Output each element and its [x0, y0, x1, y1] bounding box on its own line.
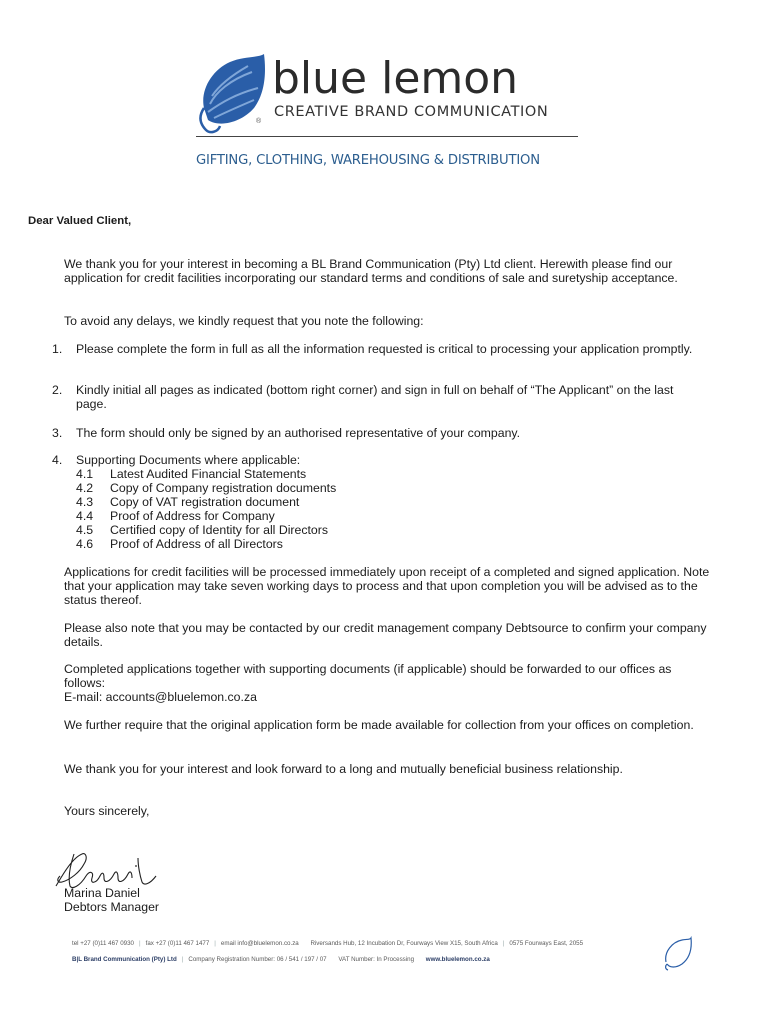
sub-list-item: 4.3 Copy of VAT registration document — [76, 495, 300, 509]
list-item-number: 3. — [52, 426, 63, 440]
thanks-paragraph: We thank you for your interest and look forward to a long and mutually beneficial business relationship. — [64, 762, 623, 776]
list-item-text: The form should only be signed by an authorised representative of your company. — [76, 426, 521, 440]
sub-list-item: 4.5 Certified copy of Identity for all Directors — [76, 523, 329, 537]
list-item-number: 4. — [52, 453, 63, 467]
debtsource-paragraph: Please also note that you may be contacted by our credit management company Debtsource to confirm your company details. — [64, 621, 707, 650]
signer-title: Debtors Manager — [64, 900, 160, 914]
footer-company: B|L Brand Communication (Pty) Ltd — [72, 956, 177, 963]
logo-divider — [196, 136, 578, 137]
request-paragraph: To avoid any delays, we kindly request that you note the following: — [64, 314, 424, 328]
processing-paragraph: Applications for credit facilities will be processed immediately upon receipt of a completed and signed application. Note that your application may take seven working days to process and that upon completion you will be advised as to the status thereof. — [64, 565, 710, 608]
closing: Yours sincerely, — [64, 804, 150, 818]
original-paragraph: We further require that the original application form be made available for collection from your offices on completion. — [64, 718, 694, 732]
footer-vat: VAT Number: In Processing — [338, 956, 415, 963]
footer-tel: tel +27 (0)11 467 0930 — [72, 940, 134, 947]
intro-paragraph: We thank you for your interest in becoming a BL Brand Communication (Pty) Ltd client. Herewith please find our application for credit facilities incorporating our standard terms and conditions of sale and suretyship acceptance. — [64, 257, 678, 286]
footer-registration: Company Registration Number: 06 / 541 / 197 / 07 — [188, 956, 327, 963]
signer-name: Marina Daniel — [64, 886, 140, 900]
list-item-text: Kindly initial all pages as indicated (bottom right corner) and sign in full on behalf of “The Applicant” on the last page. — [76, 383, 674, 412]
footer-fax: fax +27 (0)11 467 1477 — [145, 940, 210, 947]
footer-postal: 0575 Fourways East, 2055 — [509, 940, 584, 947]
greeting: Dear Valued Client, — [28, 215, 132, 227]
list-item-number: 2. — [52, 383, 63, 397]
email-line: E-mail: accounts@bluelemon.co.za — [64, 690, 257, 704]
services-line: GIFTING, CLOTHING, WAREHOUSING & DISTRIBUTION — [196, 153, 540, 168]
sub-list-item: 4.2 Copy of Company registration documents — [76, 481, 337, 495]
registered-mark: ® — [256, 118, 262, 125]
sub-list-item: 4.4 Proof of Address for Company — [76, 509, 275, 523]
sub-list-item: 4.6 Proof of Address of all Directors — [76, 537, 283, 551]
footer-company-line: B|L Brand Communication (Pty) Ltd | Company Registration Number: 06 / 541 / 197 / 07 VAT Number: In Processing www.bluelemon.co.za — [72, 956, 490, 963]
list-item-text: Supporting Documents where applicable: — [76, 453, 301, 467]
list-item-number: 1. — [52, 342, 63, 356]
forward-paragraph: Completed applications together with supporting documents (if applicable) should be forwarded to our offices as follows: — [64, 662, 672, 691]
brand-tagline: CREATIVE BRAND COMMUNICATION — [274, 104, 549, 120]
brand-name: blue lemon — [272, 53, 519, 104]
footer-contact-line: tel +27 (0)11 467 0930 | fax +27 (0)11 467 1477 | email info@bluelemon.co.za Riversands Hub, 12 Incubation Dr, Fourways View X15, South Africa | 0575 Fourways East, 2055 — [72, 940, 584, 947]
list-item-text: Please complete the form in full as all the information requested is critical to processing your application promptly. — [76, 342, 693, 356]
company-logo — [196, 52, 586, 180]
footer-email: email info@bluelemon.co.za — [220, 940, 299, 947]
footer-address: Riversands Hub, 12 Incubation Dr, Fourways View X15, South Africa — [310, 940, 498, 947]
sub-list-item: 4.1 Latest Audited Financial Statements — [76, 467, 307, 481]
footer-website: www.bluelemon.co.za — [425, 956, 490, 963]
lemon-outline-icon — [662, 936, 694, 972]
